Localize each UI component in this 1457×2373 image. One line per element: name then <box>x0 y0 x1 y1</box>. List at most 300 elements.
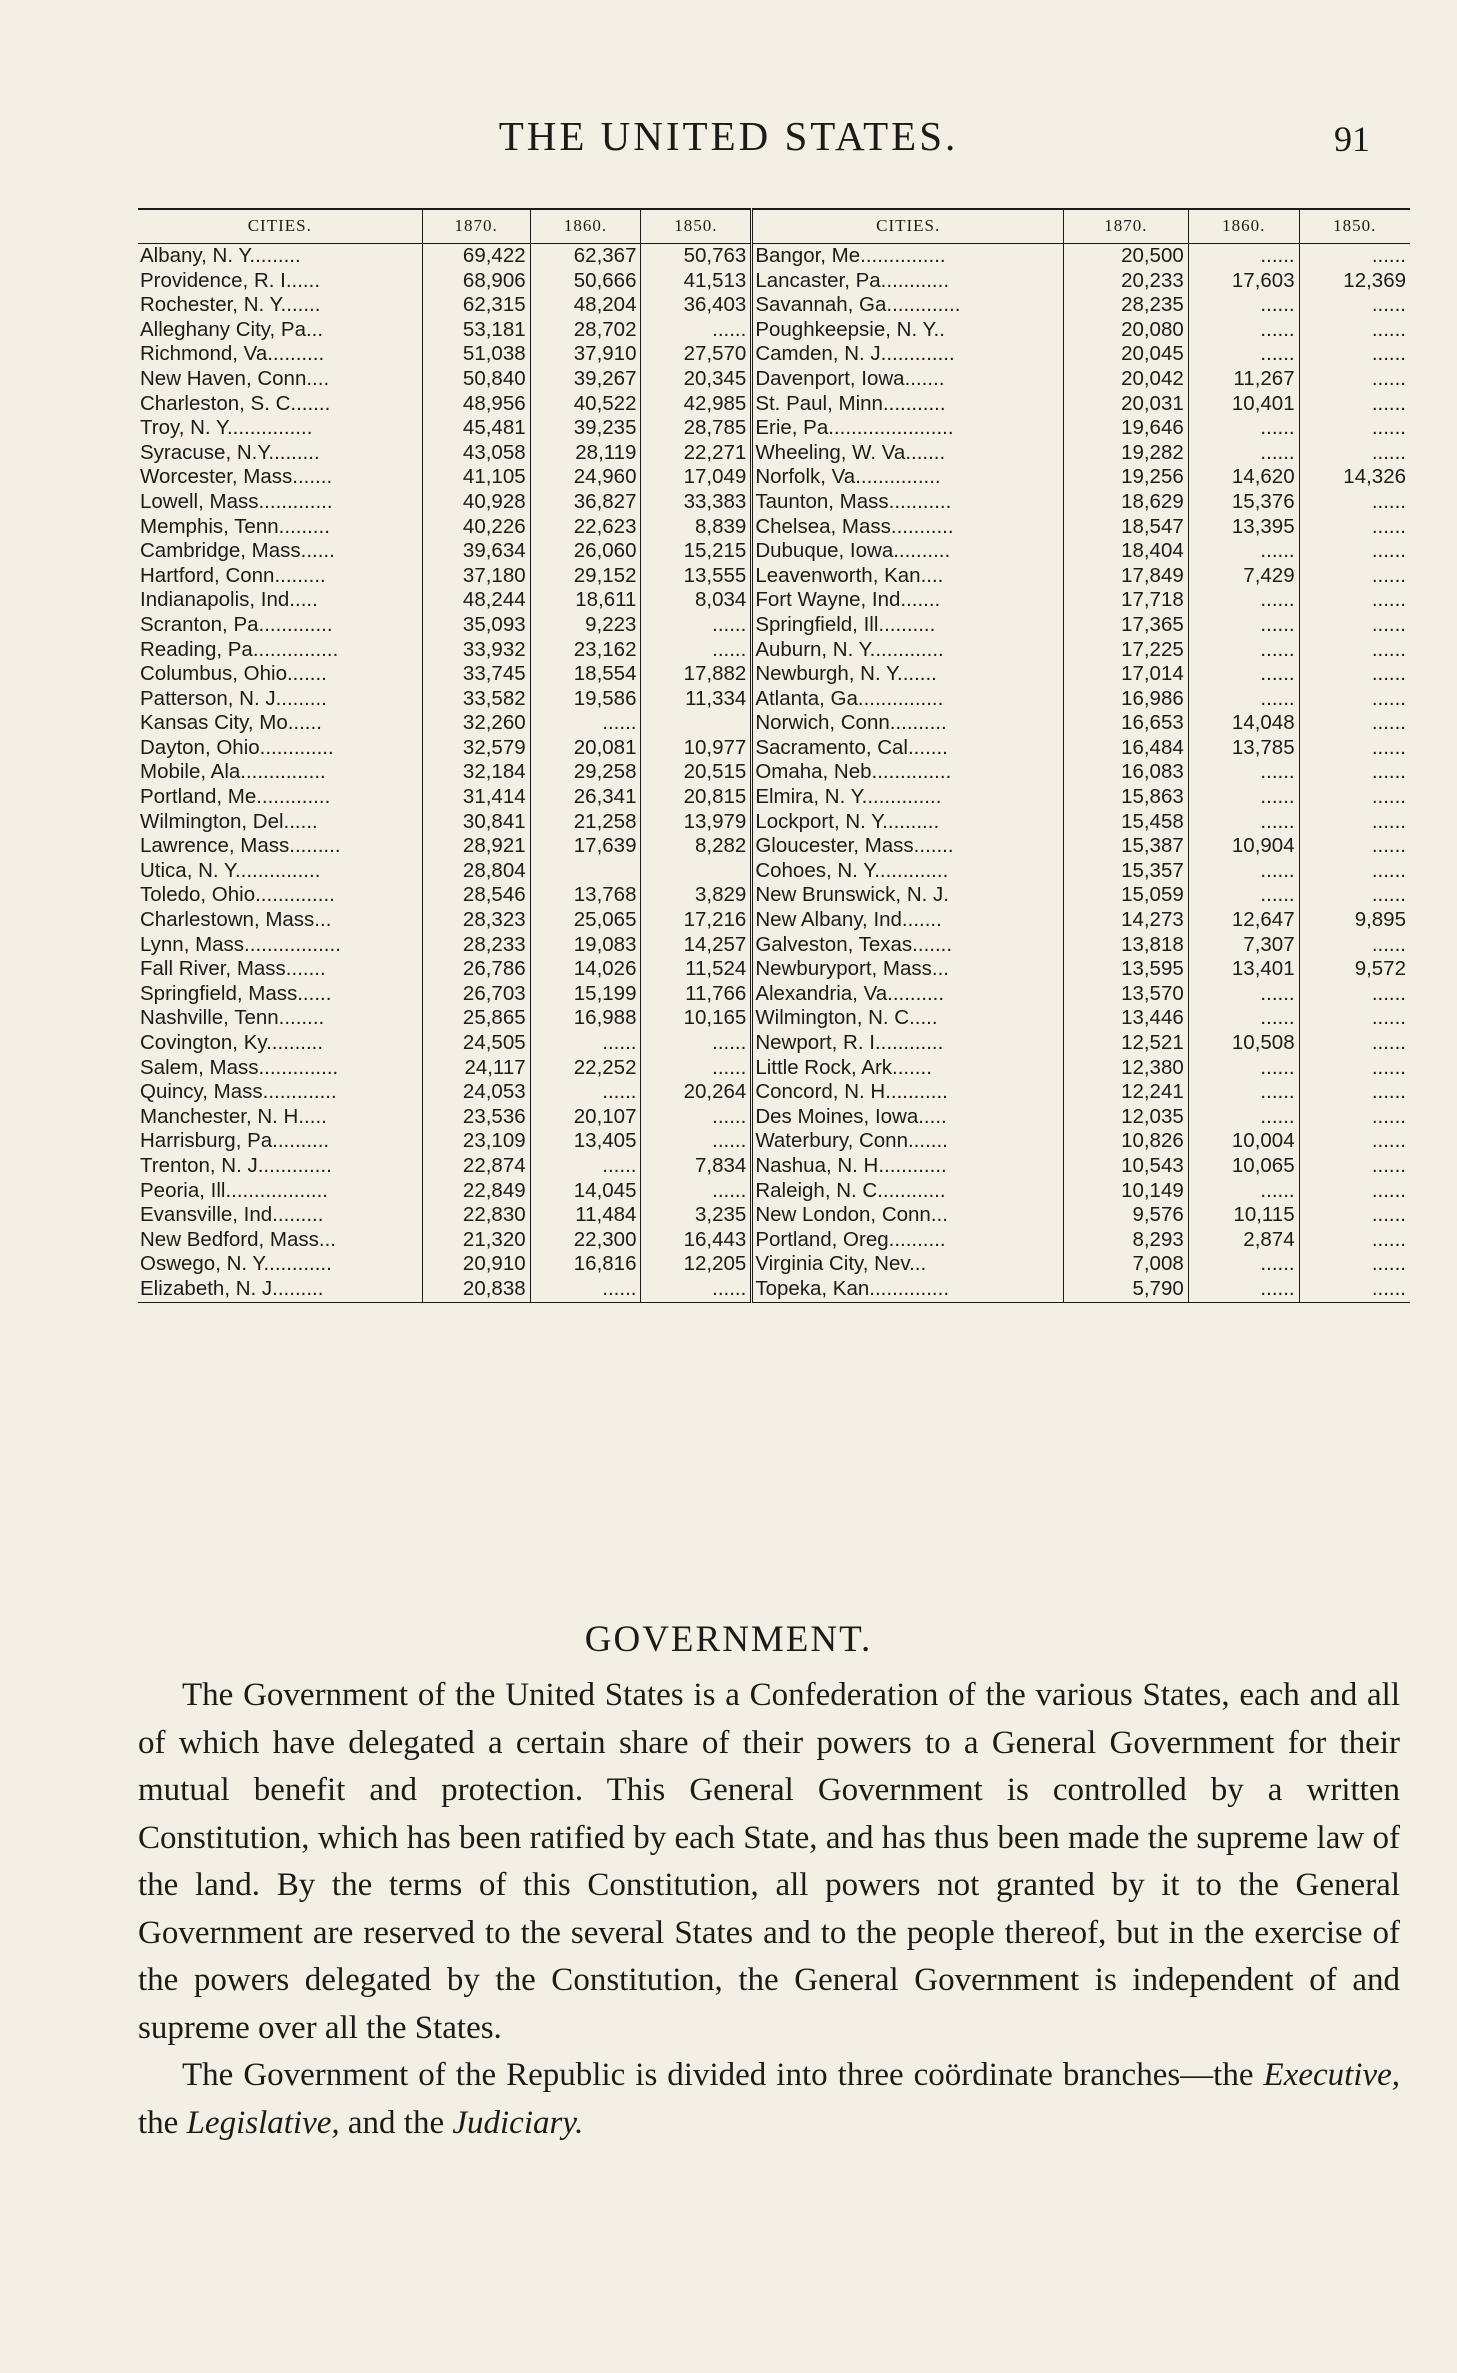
population-cell: ...... <box>530 1277 641 1302</box>
city-cell: Trenton, N. J............. <box>140 1153 332 1177</box>
table-row <box>138 342 1410 367</box>
population-cell: ...... <box>1299 810 1410 835</box>
city-cell: Poughkeepsie, N. Y.. <box>752 318 1064 343</box>
body-text <box>138 1672 1400 2147</box>
page-header <box>0 108 1457 168</box>
population-cell: ...... <box>1299 416 1410 441</box>
population-cell: ...... <box>1299 367 1410 392</box>
city-cell: Des Moines, Iowa..... <box>752 1105 1064 1130</box>
table-row <box>138 269 1410 294</box>
population-cell: 36,827 <box>530 490 641 515</box>
population-cell: 18,629 <box>1064 490 1189 515</box>
column-header: 1870. <box>1064 209 1189 244</box>
population-cell: 13,401 <box>1188 957 1299 982</box>
city-cell: Sacramento, Cal....... <box>752 736 1064 761</box>
population-cell: ...... <box>530 711 641 736</box>
city-cell: Nashua, N. H............ <box>752 1154 1064 1179</box>
population-cell: ...... <box>1299 515 1410 540</box>
population-cell: 29,152 <box>530 564 641 589</box>
city-cell: Fall River, Mass....... <box>140 957 326 981</box>
population-cell: 16,443 <box>641 1228 752 1253</box>
population-cell: ...... <box>1188 760 1299 785</box>
population-cell: 20,107 <box>530 1105 641 1130</box>
population-cell: 11,524 <box>641 957 752 982</box>
table-row <box>138 1179 1410 1204</box>
table-row <box>138 662 1410 687</box>
population-cell: ...... <box>1299 1006 1410 1031</box>
table-row <box>138 1080 1410 1105</box>
table-row <box>138 1252 1410 1277</box>
population-cell: ...... <box>1188 1105 1299 1130</box>
column-header: 1860. <box>1188 209 1299 244</box>
population-cell: 50,763 <box>641 244 752 269</box>
population-cell: 20,815 <box>641 785 752 810</box>
city-cell: Oswego, N. Y............ <box>140 1252 332 1276</box>
population-cell: 18,404 <box>1064 539 1189 564</box>
population-cell: 18,611 <box>530 588 641 613</box>
population-cell: ...... <box>1299 859 1410 884</box>
population-cell: 20,515 <box>641 760 752 785</box>
population-cell: 28,119 <box>530 441 641 466</box>
population-cell: 48,956 <box>422 392 530 417</box>
population-cell: ...... <box>641 1031 752 1056</box>
population-cell <box>530 859 641 884</box>
city-cell: New Brunswick, N. J. <box>752 883 1064 908</box>
population-cell: 22,849 <box>422 1179 530 1204</box>
population-cell: ...... <box>1188 687 1299 712</box>
population-cell: 10,904 <box>1188 834 1299 859</box>
population-cell: 16,816 <box>530 1252 641 1277</box>
population-cell: 43,058 <box>422 441 530 466</box>
city-cell: New Bedford, Mass... <box>140 1227 336 1251</box>
population-cell: ...... <box>641 1179 752 1204</box>
table-row <box>138 539 1410 564</box>
population-cell: 11,267 <box>1188 367 1299 392</box>
population-cell: ...... <box>1188 1277 1299 1302</box>
population-cell: 50,840 <box>422 367 530 392</box>
population-cell: 22,623 <box>530 515 641 540</box>
population-cell: 13,405 <box>530 1129 641 1154</box>
population-cell: 20,045 <box>1064 342 1189 367</box>
city-cell: Syracuse, N.Y......... <box>140 440 320 464</box>
population-cell: ...... <box>1188 588 1299 613</box>
population-cell: 7,307 <box>1188 933 1299 958</box>
population-cell: 22,830 <box>422 1203 530 1228</box>
population-cell: ...... <box>1188 883 1299 908</box>
population-cell: 16,986 <box>1064 687 1189 712</box>
table-row <box>138 392 1410 417</box>
city-cell: Camden, N. J............. <box>752 342 1064 367</box>
table-row <box>138 638 1410 663</box>
city-cell: Erie, Pa...................... <box>752 416 1064 441</box>
population-cell: 13,979 <box>641 810 752 835</box>
population-cell: 15,458 <box>1064 810 1189 835</box>
table-row <box>138 564 1410 589</box>
population-cell: ...... <box>1188 638 1299 663</box>
city-cell: Dubuque, Iowa.......... <box>752 539 1064 564</box>
population-cell: 37,910 <box>530 342 641 367</box>
population-cell: 8,839 <box>641 515 752 540</box>
population-cell: ...... <box>1188 785 1299 810</box>
table-row <box>138 318 1410 343</box>
population-cell: ...... <box>641 638 752 663</box>
population-cell: ...... <box>1299 539 1410 564</box>
population-cell: 26,786 <box>422 957 530 982</box>
population-cell: ...... <box>1299 834 1410 859</box>
population-cell: 24,505 <box>422 1031 530 1056</box>
census-table <box>138 208 1410 1303</box>
population-cell: 10,149 <box>1064 1179 1189 1204</box>
city-cell: Auburn, N. Y............. <box>752 638 1064 663</box>
population-cell: 21,258 <box>530 810 641 835</box>
population-cell: ...... <box>1299 1031 1410 1056</box>
population-cell: 9,223 <box>530 613 641 638</box>
population-cell: 13,446 <box>1064 1006 1189 1031</box>
population-cell: 68,906 <box>422 269 530 294</box>
population-cell: ...... <box>1299 392 1410 417</box>
population-cell: 20,081 <box>530 736 641 761</box>
population-cell: 22,271 <box>641 441 752 466</box>
population-cell: 13,818 <box>1064 933 1189 958</box>
city-cell: Charleston, S. C....... <box>140 391 331 415</box>
population-cell: 8,293 <box>1064 1228 1189 1253</box>
population-cell: ...... <box>1188 416 1299 441</box>
population-cell: ...... <box>1299 318 1410 343</box>
table-row <box>138 785 1410 810</box>
city-cell: Toledo, Ohio.............. <box>140 883 335 907</box>
population-cell: 11,484 <box>530 1203 641 1228</box>
population-cell: ...... <box>1299 564 1410 589</box>
city-cell: Savannah, Ga............. <box>752 293 1064 318</box>
table-row <box>138 588 1410 613</box>
table-row <box>138 834 1410 859</box>
table-body <box>138 244 1410 1303</box>
column-header: 1850. <box>1299 209 1410 244</box>
population-cell: ...... <box>1188 318 1299 343</box>
population-cell: ...... <box>1299 1203 1410 1228</box>
population-cell: 17,718 <box>1064 588 1189 613</box>
population-cell: 17,882 <box>641 662 752 687</box>
population-cell: 23,162 <box>530 638 641 663</box>
population-cell: 14,257 <box>641 933 752 958</box>
population-cell: ...... <box>1188 441 1299 466</box>
population-cell: 3,829 <box>641 883 752 908</box>
population-cell: 9,895 <box>1299 908 1410 933</box>
population-cell: 13,395 <box>1188 515 1299 540</box>
population-cell: 12,647 <box>1188 908 1299 933</box>
city-cell: Springfield, Mass...... <box>140 981 332 1005</box>
city-cell: Alexandria, Va.......... <box>752 982 1064 1007</box>
population-cell: 17,216 <box>641 908 752 933</box>
population-cell: ...... <box>641 1129 752 1154</box>
city-cell: Rochester, N. Y....... <box>140 293 321 317</box>
population-cell: 32,579 <box>422 736 530 761</box>
population-cell: 20,042 <box>1064 367 1189 392</box>
population-cell: 14,326 <box>1299 465 1410 490</box>
population-cell: 28,235 <box>1064 293 1189 318</box>
city-cell: Alleghany City, Pa... <box>140 317 324 341</box>
population-cell: ...... <box>1299 613 1410 638</box>
population-cell: 28,323 <box>422 908 530 933</box>
population-cell: 26,060 <box>530 539 641 564</box>
page-number: 91 <box>1334 119 1370 159</box>
table-row <box>138 293 1410 318</box>
population-cell: 40,928 <box>422 490 530 515</box>
population-cell: 7,834 <box>641 1154 752 1179</box>
population-cell: 40,522 <box>530 392 641 417</box>
italic-term: Executive, <box>1263 2057 1400 2093</box>
population-cell: 14,273 <box>1064 908 1189 933</box>
population-cell: ...... <box>1299 711 1410 736</box>
population-cell: ...... <box>1299 760 1410 785</box>
population-cell: 12,380 <box>1064 1056 1189 1081</box>
population-cell: 10,165 <box>641 1006 752 1031</box>
population-cell: ...... <box>1299 1154 1410 1179</box>
city-cell: Cohoes, N. Y............. <box>752 859 1064 884</box>
population-cell: 20,264 <box>641 1080 752 1105</box>
population-cell: 20,233 <box>1064 269 1189 294</box>
population-cell: 20,031 <box>1064 392 1189 417</box>
column-header: 1870. <box>422 209 530 244</box>
city-cell: New Haven, Conn.... <box>140 366 330 390</box>
city-cell: Worcester, Mass....... <box>140 465 333 489</box>
city-cell: Manchester, N. H..... <box>140 1104 327 1128</box>
city-cell: Omaha, Neb.............. <box>752 760 1064 785</box>
city-cell: Mobile, Ala............... <box>140 760 326 784</box>
table-row <box>138 760 1410 785</box>
population-cell: 20,345 <box>641 367 752 392</box>
population-cell: 10,004 <box>1188 1129 1299 1154</box>
city-cell: Gloucester, Mass....... <box>752 834 1064 859</box>
city-cell: Raleigh, N. C............ <box>752 1179 1064 1204</box>
population-cell: ...... <box>1188 244 1299 269</box>
population-cell: 39,235 <box>530 416 641 441</box>
population-cell <box>641 711 752 736</box>
population-cell: ...... <box>641 1277 752 1302</box>
population-cell: 50,666 <box>530 269 641 294</box>
population-cell: ...... <box>1299 736 1410 761</box>
table-row <box>138 441 1410 466</box>
population-cell: ...... <box>1299 441 1410 466</box>
population-cell: ...... <box>1188 1056 1299 1081</box>
city-cell: Albany, N. Y......... <box>140 244 301 267</box>
population-cell: 42,985 <box>641 392 752 417</box>
table-row <box>138 1277 1410 1302</box>
city-cell: Wilmington, Del...... <box>140 809 318 833</box>
city-cell: Patterson, N. J......... <box>140 686 327 710</box>
population-cell: ...... <box>1299 244 1410 269</box>
population-cell: 17,014 <box>1064 662 1189 687</box>
text-run: The Government of the Republic is divided into three coördinate branches—the <box>182 2057 1264 2093</box>
table-row <box>138 933 1410 958</box>
population-cell: 18,554 <box>530 662 641 687</box>
city-cell: New London, Conn... <box>752 1203 1064 1228</box>
city-cell: Little Rock, Ark....... <box>752 1056 1064 1081</box>
population-cell: 51,038 <box>422 342 530 367</box>
population-cell: 22,874 <box>422 1154 530 1179</box>
running-title: THE UNITED STATES. <box>498 113 959 159</box>
italic-term: Legislative, <box>186 2104 340 2141</box>
population-cell: ...... <box>1299 982 1410 1007</box>
population-cell: 28,233 <box>422 933 530 958</box>
city-cell: Atlanta, Ga............... <box>752 687 1064 712</box>
column-header: CITIES. <box>752 209 1064 244</box>
city-cell: Newburyport, Mass... <box>752 957 1064 982</box>
population-cell: 14,026 <box>530 957 641 982</box>
population-cell: 28,546 <box>422 883 530 908</box>
population-cell: 23,109 <box>422 1129 530 1154</box>
text-run: and the <box>339 2104 453 2141</box>
population-cell: 28,785 <box>641 416 752 441</box>
population-cell: ...... <box>530 1080 641 1105</box>
city-cell: Portland, Me............. <box>140 785 331 809</box>
population-cell: 17,603 <box>1188 269 1299 294</box>
census-table-container <box>138 208 1410 1303</box>
city-cell: St. Paul, Minn........... <box>752 392 1064 417</box>
paragraph: The Government of the United States is a Confederation of the various States, each and all of which have delegated a certain share of their powers to a General Government for their mutual benefit and protection. This General Government is controlled by a written Constitution, which has been ratified by each State, and has thus been made the supreme law of the land. By the terms of this Constitution, all powers not granted by it to the General Government are reserved to the several States and to the people thereof, but in the exercise of the powers delegated by the Constitution, the General Government is independent of and supreme over all the States. <box>138 1677 1400 2046</box>
population-cell: ...... <box>530 1031 641 1056</box>
city-cell: Chelsea, Mass........... <box>752 515 1064 540</box>
population-cell: 23,536 <box>422 1105 530 1130</box>
population-cell: ...... <box>641 1105 752 1130</box>
population-cell: 8,034 <box>641 588 752 613</box>
table-row <box>138 465 1410 490</box>
population-cell: 13,555 <box>641 564 752 589</box>
city-cell: Harrisburg, Pa.......... <box>140 1129 330 1153</box>
population-cell: 19,256 <box>1064 465 1189 490</box>
population-cell: 25,065 <box>530 908 641 933</box>
population-cell: ...... <box>1299 1105 1410 1130</box>
population-cell: 8,282 <box>641 834 752 859</box>
table-row <box>138 1154 1410 1179</box>
population-cell: ...... <box>1188 539 1299 564</box>
city-cell: Cambridge, Mass...... <box>140 539 335 563</box>
population-cell: 32,260 <box>422 711 530 736</box>
population-cell: 9,572 <box>1299 957 1410 982</box>
population-cell: 10,543 <box>1064 1154 1189 1179</box>
population-cell: 62,367 <box>530 244 641 269</box>
population-cell: 11,334 <box>641 687 752 712</box>
population-cell: 27,570 <box>641 342 752 367</box>
population-cell: 48,244 <box>422 588 530 613</box>
table-row <box>138 1203 1410 1228</box>
table-row <box>138 736 1410 761</box>
population-cell: 32,184 <box>422 760 530 785</box>
column-header: CITIES. <box>138 209 422 244</box>
table-row <box>138 515 1410 540</box>
population-cell: 29,258 <box>530 760 641 785</box>
city-cell: Galveston, Texas....... <box>752 933 1064 958</box>
population-cell: 5,790 <box>1064 1277 1189 1302</box>
city-cell: Elizabeth, N. J......... <box>138 1277 422 1302</box>
population-cell: 33,932 <box>422 638 530 663</box>
population-cell: 28,804 <box>422 859 530 884</box>
population-cell: 15,059 <box>1064 883 1189 908</box>
population-cell: 36,403 <box>641 293 752 318</box>
population-cell: 25,865 <box>422 1006 530 1031</box>
population-cell: 15,387 <box>1064 834 1189 859</box>
city-cell: Newport, R. I............ <box>752 1031 1064 1056</box>
table-row <box>138 416 1410 441</box>
city-cell: Dayton, Ohio............. <box>140 735 334 759</box>
population-cell: 16,988 <box>530 1006 641 1031</box>
city-cell: Elmira, N. Y.............. <box>752 785 1064 810</box>
city-cell: Hartford, Conn......... <box>140 563 326 587</box>
city-cell: Reading, Pa............... <box>140 637 339 661</box>
table-row <box>138 687 1410 712</box>
population-cell: 39,634 <box>422 539 530 564</box>
population-cell: 69,422 <box>422 244 530 269</box>
city-cell: Troy, N. Y............... <box>140 416 313 440</box>
population-cell: 17,849 <box>1064 564 1189 589</box>
population-cell: 22,300 <box>530 1228 641 1253</box>
city-cell: Kansas City, Mo...... <box>140 711 322 735</box>
population-cell: 20,500 <box>1064 244 1189 269</box>
column-header: 1850. <box>641 209 752 244</box>
population-cell: 12,241 <box>1064 1080 1189 1105</box>
population-cell: 22,252 <box>530 1056 641 1081</box>
section-heading: GOVERNMENT. <box>584 1619 873 1660</box>
table-header-row <box>138 209 1410 244</box>
population-cell: 13,785 <box>1188 736 1299 761</box>
population-cell: 12,521 <box>1064 1031 1189 1056</box>
population-cell: ...... <box>1299 638 1410 663</box>
population-cell: 28,702 <box>530 318 641 343</box>
city-cell: Newburgh, N. Y....... <box>752 662 1064 687</box>
population-cell: 20,910 <box>422 1252 530 1277</box>
city-cell: Lancaster, Pa............ <box>752 269 1064 294</box>
population-cell: 20,838 <box>422 1277 530 1302</box>
city-cell: Lawrence, Mass......... <box>140 834 341 858</box>
city-cell: Fort Wayne, Ind....... <box>752 588 1064 613</box>
city-cell: Providence, R. I...... <box>140 268 321 292</box>
population-cell: ...... <box>1299 1129 1410 1154</box>
population-cell: 37,180 <box>422 564 530 589</box>
population-cell: ...... <box>641 1056 752 1081</box>
population-cell: 10,401 <box>1188 392 1299 417</box>
city-cell: Davenport, Iowa....... <box>752 367 1064 392</box>
population-cell: 16,653 <box>1064 711 1189 736</box>
population-cell: 53,181 <box>422 318 530 343</box>
population-cell: 40,226 <box>422 515 530 540</box>
population-cell: 10,826 <box>1064 1129 1189 1154</box>
population-cell: 28,921 <box>422 834 530 859</box>
table-row <box>138 908 1410 933</box>
italic-term: Judiciary. <box>452 2104 584 2141</box>
city-cell: Peoria, Ill.................. <box>140 1178 328 1202</box>
population-cell: ...... <box>1299 1056 1410 1081</box>
population-cell: 16,484 <box>1064 736 1189 761</box>
population-cell: 19,586 <box>530 687 641 712</box>
population-cell: 41,513 <box>641 269 752 294</box>
city-cell: Wilmington, N. C..... <box>752 1006 1064 1031</box>
city-cell: Bangor, Me............... <box>752 244 1064 269</box>
population-cell: 45,481 <box>422 416 530 441</box>
table-row <box>138 1006 1410 1031</box>
table-row <box>138 859 1410 884</box>
population-cell: 14,048 <box>1188 711 1299 736</box>
population-cell: ...... <box>1188 662 1299 687</box>
table-row <box>138 613 1410 638</box>
population-cell: 19,646 <box>1064 416 1189 441</box>
population-cell: ...... <box>1299 1252 1410 1277</box>
population-cell: 24,960 <box>530 465 641 490</box>
city-cell: Springfield, Ill.......... <box>752 613 1064 638</box>
population-cell: ...... <box>1299 1228 1410 1253</box>
city-cell: Salem, Mass.............. <box>140 1055 339 1079</box>
population-cell: 15,357 <box>1064 859 1189 884</box>
city-cell: Lockport, N. Y.......... <box>752 810 1064 835</box>
